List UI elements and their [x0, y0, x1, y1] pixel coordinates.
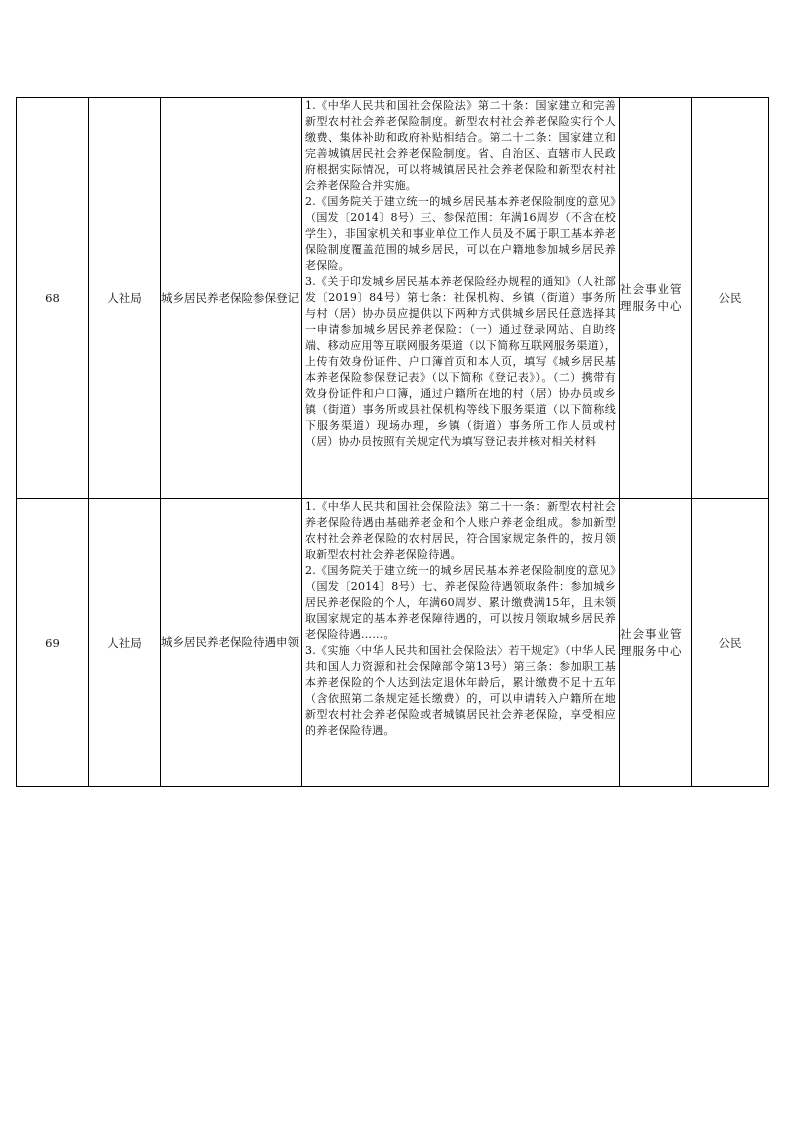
legal-basis-paragraph: 1.《中华人民共和国社会保险法》第二十一条：新型农村社会养老保险待遇由基础养老金和个人账户养老金组成。参加新型农村社会养老保险的农村居民，符合国家规定条件的，按月领取新型农村社会养老保险待遇。 [305, 500, 616, 561]
service-items-table [16, 97, 769, 787]
item-name-cell: 城乡居民养老保险待遇申领 [161, 499, 302, 787]
legal-basis-paragraph: 2.《国务院关于建立统一的城乡居民基本养老保险制度的意见》（国发〔2014〕8号）七、养老保险待遇领取条件：参加城乡居民养老保险的个人，年满60周岁、累计缴费满15年，且未领取国家规定的基本养老保障待遇的，可以按月领取城乡居民养老保险待遇……。 [305, 564, 616, 641]
legal-basis-paragraph: 1.《中华人民共和国社会保险法》第二十条：国家建立和完善新型农村社会养老保险制度。新型农村社会养老保险实行个人缴费、集体补助和政府补贴相结合。第二十二条：国家建立和完善城镇居民社会养老保险制度。省、自治区、直辖市人民政府根据实际情况，可以将城镇居民社会养老保险和新型农村社会养老保险合并实施。 [305, 99, 616, 192]
legal-basis-cell [302, 98, 620, 499]
table-row [17, 499, 769, 787]
target-cell: 公民 [692, 499, 769, 787]
item-name-cell: 城乡居民养老保险参保登记 [161, 98, 302, 499]
target-cell: 公民 [692, 98, 769, 499]
department-cell: 人社局 [89, 98, 161, 499]
row-number: 69 [17, 499, 89, 787]
legal-basis-paragraph: 3.《实施〈中华人民共和国社会保险法〉若干规定》（中华人民共和国人力资源和社会保障部令第13号）第三条：参加职工基本养老保险的个人达到法定退休年龄后，累计缴费不足十五年（含依照第二条规定延长缴费）的，可以申请转入户籍所在地新型农村社会养老保险或者城镇居民社会养老保险，享受相应的养老保险待遇。 [305, 644, 616, 737]
legal-basis-paragraph: 3.《关于印发城乡居民基本养老保险经办规程的通知》（人社部发〔2019〕84号）第七条：社保机构、乡镇（街道）事务所与村（居）协办员应提供以下两种方式供城乡居民任意选择其一申请参加城乡居民养老保险：（一）通过登录网站、自助终端、移动应用等互联网服务渠道（以下简称互联网服务渠道），上传有效身份证件、户口簿首页和本人页，填写《城乡居民基本养老保险参保登记表》（以下简称《登记表》）。（二）携带有效身份证件和户口簿，通过户籍所在地的村（居）协办员或乡镇（街道）事务所或县社保机构等线下服务渠道（以下简称线下服务渠道）现场办理，乡镇（街道）事务所工作人员或村（居）协办员按照有关规定代为填写登记表并核对相关材料 [305, 275, 616, 448]
organization-cell: 社会事业管理服务中心 [620, 499, 692, 787]
legal-basis-paragraph: 2.《国务院关于建立统一的城乡居民基本养老保险制度的意见》（国发〔2014〕8号）三、参保范围：年满16周岁（不含在校学生），非国家机关和事业单位工作人员及不属于职工基本养老保险制度覆盖范围的城乡居民，可以在户籍地参加城乡居民养老保险。 [305, 195, 616, 272]
table-row [17, 98, 769, 499]
department-cell: 人社局 [89, 499, 161, 787]
row-number: 68 [17, 98, 89, 499]
organization-cell: 社会事业管理服务中心 [620, 98, 692, 499]
legal-basis-cell [302, 499, 620, 787]
